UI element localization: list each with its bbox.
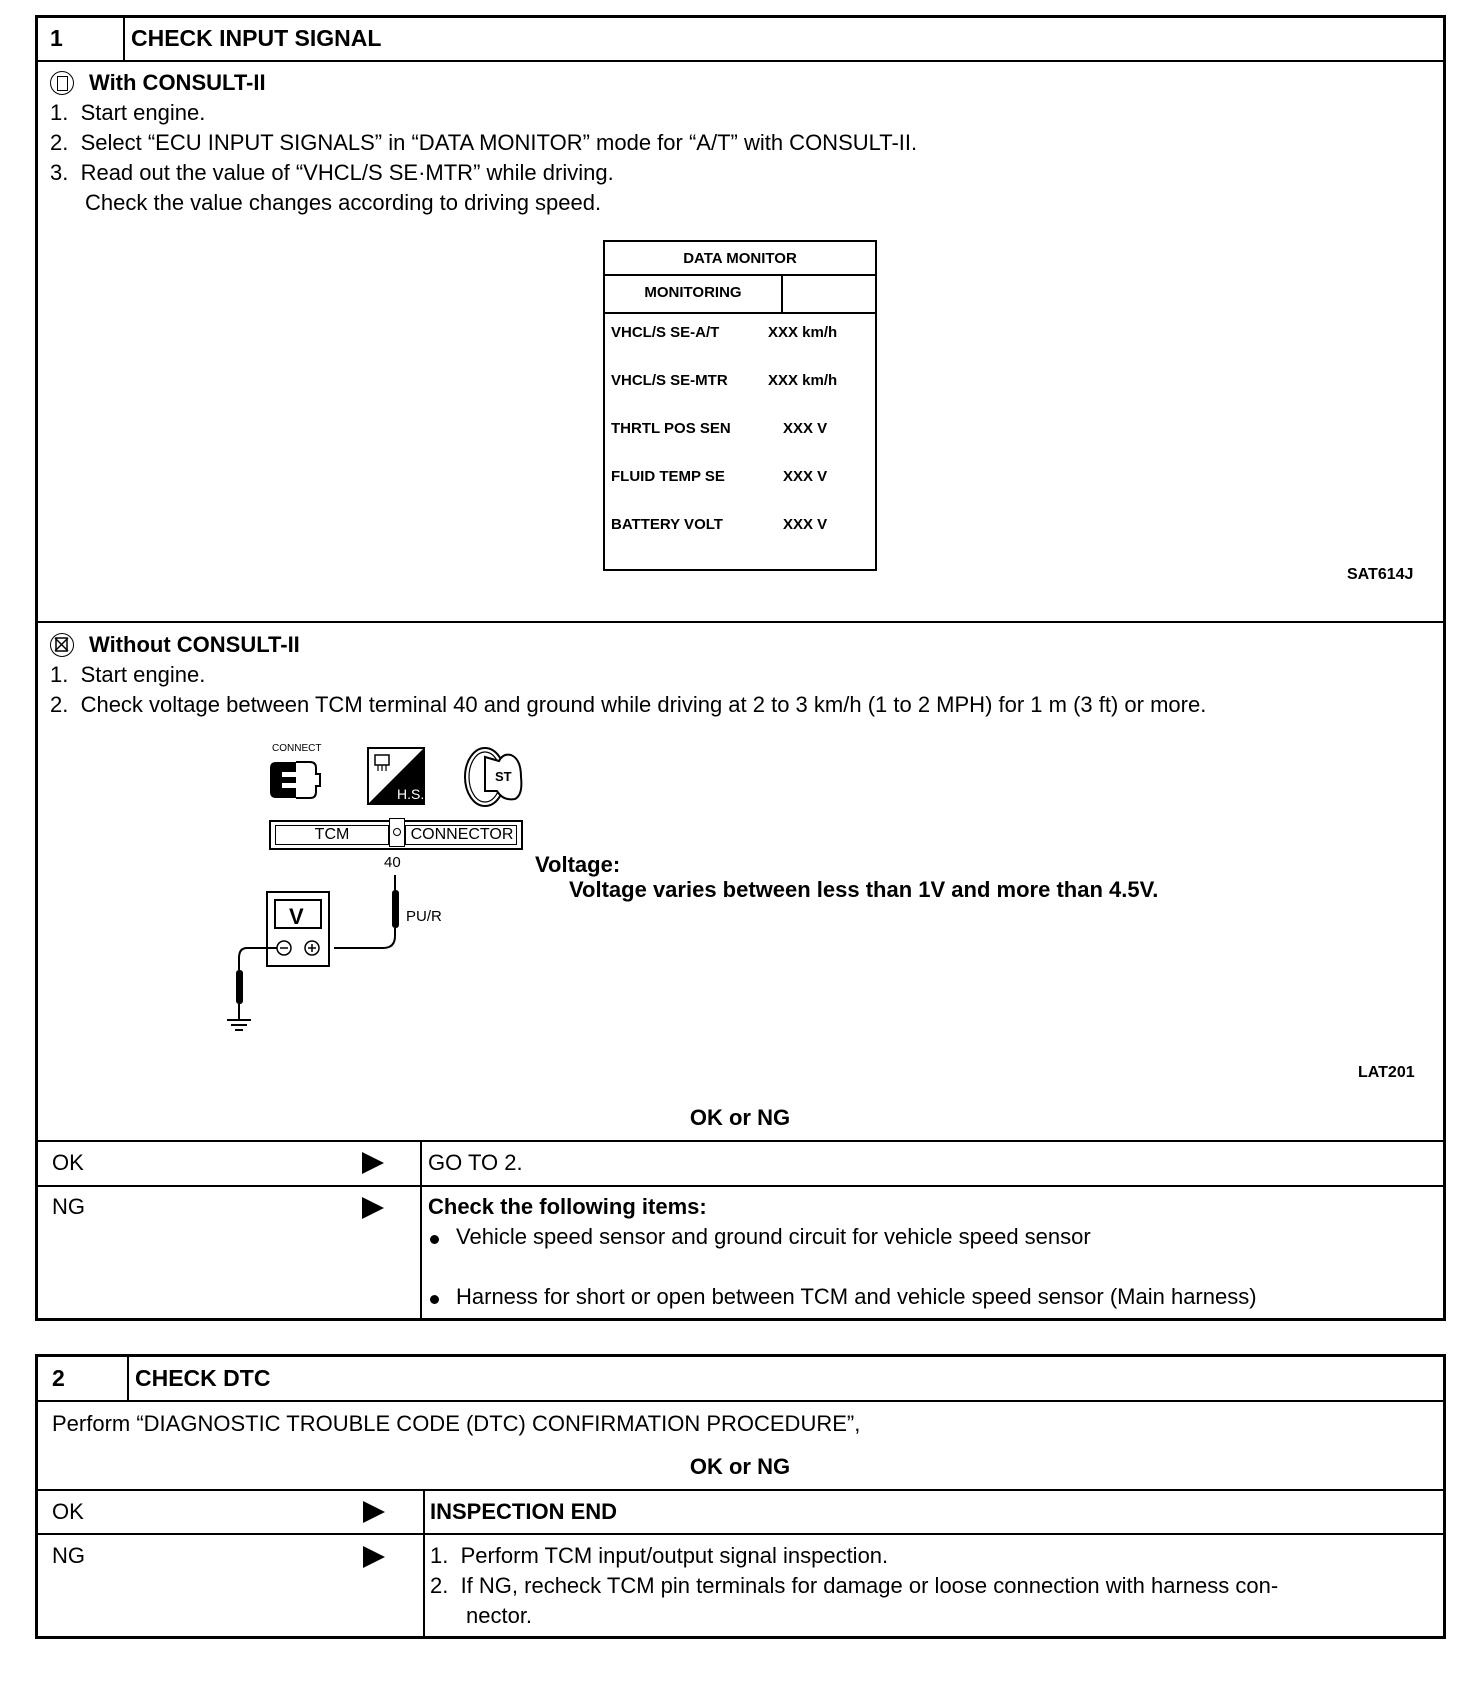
consult-divider — [36, 621, 1444, 623]
figure-code-lat201: LAT201 — [1358, 1064, 1415, 1081]
step1-ng-item: Vehicle speed sensor and ground circuit for vehicle speed sensor — [456, 1224, 1091, 1249]
harness-side-icon — [367, 747, 425, 805]
step1-number-divider — [123, 16, 125, 62]
connect-icon — [268, 756, 330, 804]
step1-result-divider — [36, 1140, 1444, 1142]
step1-ng-action-title: Check the following items: — [428, 1194, 707, 1219]
svg-text:ST: ST — [495, 769, 512, 784]
dm-row-value: XXX V — [783, 420, 828, 437]
consult-step-3-note: Check the value changes according to driving speed. — [85, 190, 602, 215]
arrow-right-icon — [362, 1152, 384, 1174]
connector-label: CONNECTOR — [410, 826, 514, 843]
arrow-right-icon — [363, 1501, 385, 1523]
step1-ng-item: Harness for short or open between TCM and vehicle speed sensor (Main harness) — [456, 1284, 1257, 1309]
arrow-right-icon — [363, 1546, 385, 1568]
with-consult-heading: With CONSULT-II — [89, 70, 266, 95]
step1-number: 1 — [50, 25, 63, 51]
step2-number: 2 — [52, 1365, 65, 1391]
connect-label: CONNECT — [272, 743, 322, 754]
step2-result-column-divider — [423, 1490, 425, 1637]
step2-ng-step: 1. Perform TCM input/output signal inspection. — [430, 1543, 889, 1568]
step2-instruction: Perform “DIAGNOSTIC TROUBLE CODE (DTC) CONFIRMATION PROCEDURE”, — [52, 1411, 861, 1436]
step2-ng-step-cont: nector. — [466, 1603, 533, 1628]
step1-header-divider — [36, 60, 1444, 62]
dm-row-label: FLUID TEMP SE — [611, 468, 725, 485]
step1-result-column-divider — [420, 1141, 422, 1319]
step1-ok-ng-divider — [36, 1185, 1444, 1187]
consult-step-3: 3. Read out the value of “VHCL/S SE·MTR” while driving. — [50, 160, 614, 185]
ignition-start-icon — [461, 745, 527, 809]
step2-title: CHECK DTC — [135, 1365, 271, 1391]
tcm-label: TCM — [314, 826, 350, 843]
step1-ok-action: GO TO 2. — [428, 1150, 523, 1175]
svg-text:H.S.: H.S. — [397, 786, 425, 802]
step2-ng-step: 2. If NG, recheck TCM pin terminals for damage or loose connection with harness con- — [430, 1573, 1279, 1598]
data-monitor-screen — [603, 240, 877, 571]
step1-result-prompt: OK or NG — [689, 1105, 791, 1130]
dm-row-value: XXX km/h — [768, 324, 838, 341]
data-monitor-subtitle: MONITORING — [644, 284, 742, 301]
step1-ok-status: OK — [52, 1150, 84, 1175]
step2-header-divider — [36, 1400, 1444, 1402]
dm-row-label: VHCL/S SE-A/T — [611, 324, 720, 341]
step1-title: CHECK INPUT SIGNAL — [131, 25, 382, 51]
step1-ng-status: NG — [52, 1194, 85, 1219]
tcm-connector — [269, 820, 523, 850]
consult-step-2: 2. Select “ECU INPUT SIGNALS” in “DATA MONITOR” mode for “A/T” with CONSULT-II. — [50, 130, 918, 155]
data-monitor-title: DATA MONITOR — [683, 250, 797, 267]
consult-tool-icon — [50, 71, 74, 95]
dm-row-label: THRTL POS SEN — [611, 420, 731, 437]
consult-step-1: 1. Start engine. — [50, 100, 206, 125]
no-consult-step-1: 1. Start engine. — [50, 662, 206, 687]
spec-value: Voltage varies between less than 1V and more than 4.5V. — [569, 877, 1159, 902]
no-consult-icon — [50, 633, 74, 657]
spec-label: Voltage: — [535, 852, 621, 877]
voltmeter-circuit — [195, 870, 435, 1040]
dm-row-label: BATTERY VOLT — [611, 516, 723, 533]
wire-color-label: PU/R — [406, 908, 442, 925]
svg-text:V: V — [289, 904, 304, 929]
step2-number-divider — [127, 1356, 129, 1401]
dm-row-label: VHCL/S SE-MTR — [611, 372, 728, 389]
bullet-icon — [430, 1235, 439, 1244]
figure-code-sat614j: SAT614J — [1347, 566, 1414, 583]
step2-ok-ng-divider — [36, 1533, 1444, 1535]
dm-row-value: XXX km/h — [768, 372, 838, 389]
step2-result-prompt: OK or NG — [689, 1454, 791, 1479]
step2-ng-status: NG — [52, 1543, 85, 1568]
step2-result-divider — [36, 1489, 1444, 1491]
without-consult-heading: Without CONSULT-II — [89, 632, 300, 657]
no-consult-step-2: 2. Check voltage between TCM terminal 40 and ground while driving at 2 to 3 km/h (1 to 2 MPH) for 1 m (3 ft) or more. — [50, 692, 1207, 717]
bullet-icon — [430, 1295, 439, 1304]
dm-row-value: XXX V — [783, 516, 828, 533]
dm-row-value: XXX V — [783, 468, 828, 485]
terminal-number: 40 — [384, 854, 401, 871]
step2-ok-status: OK — [52, 1499, 84, 1524]
arrow-right-icon — [362, 1197, 384, 1219]
step2-ok-action: INSPECTION END — [430, 1499, 618, 1524]
